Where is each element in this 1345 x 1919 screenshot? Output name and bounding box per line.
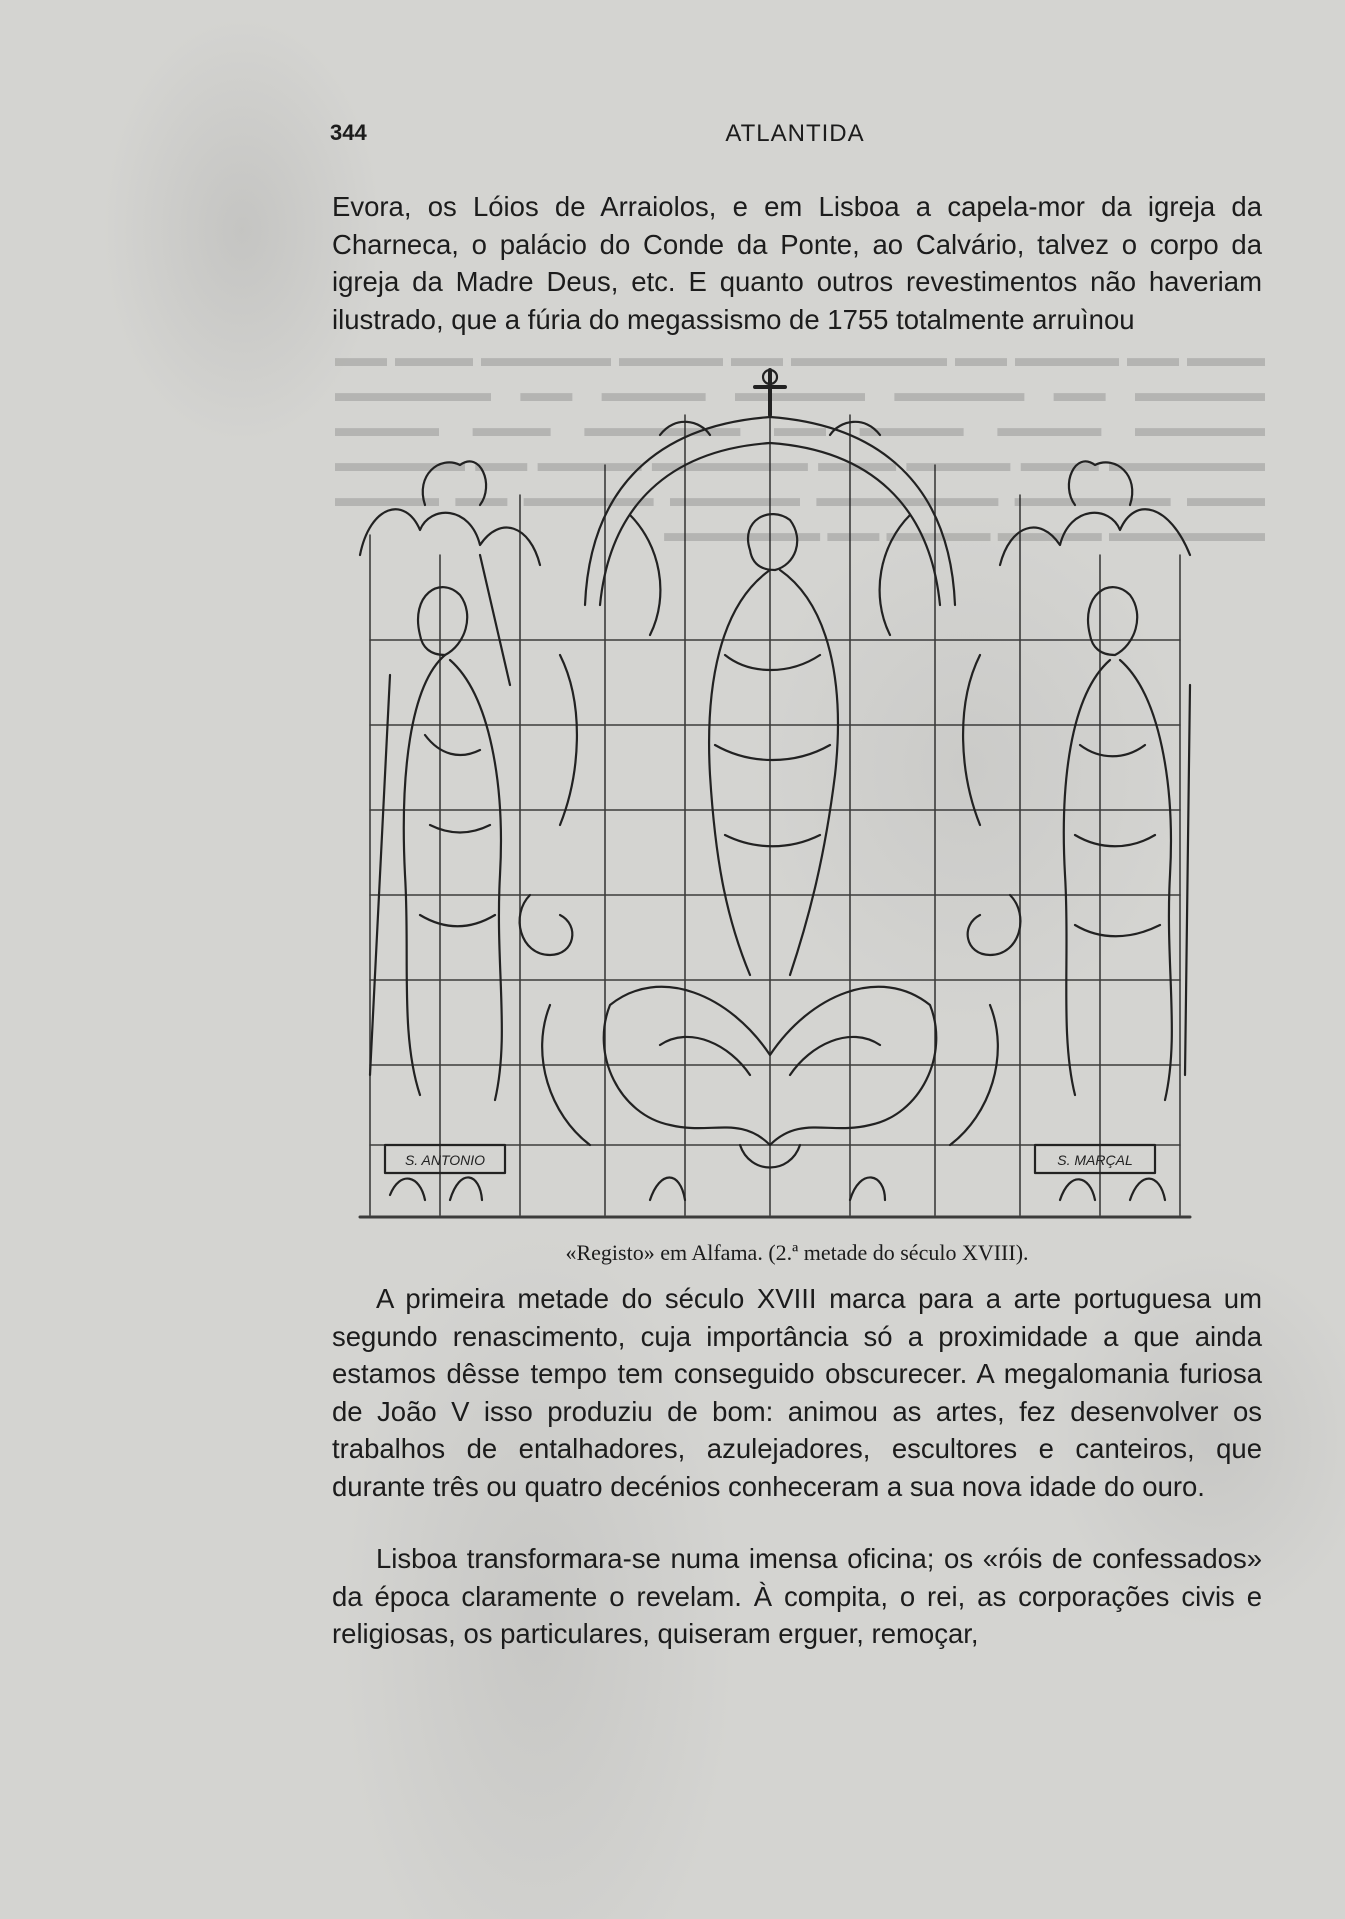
paragraph-b-text: Lisboa transformara-se numa imensa oficina; os «róis de confessados» da época claramente o revelam. À compita, o rei, as corporações civis e religiosas, os particulares, quiseram erguer, remoçar, [332, 1543, 1262, 1649]
page-number: 344 [330, 120, 367, 145]
figure-caption: «Registo» em Alfama. (2.ª metade do século XVIII). [565, 1240, 1029, 1265]
paragraph-top [332, 188, 1262, 338]
inscription-left: S. ANTONIO [404, 1152, 486, 1168]
show-through-text: ▬▬▬ ▬▬ ▬▬▬▬ ▬▬ ▬▬▬▬▬▬ ▬▬ ▬▬▬▬ ▬▬▬▬▬ ▬▬▬ ▬▬ ▬▬▬▬▬ ▬▬ ▬▬▬▬▬ ▬▬▬▬▬ ▬▬▬▬ ▬▬ ▬▬▬▬▬▬ ▬▬▬▬▬ ▬▬▬▬ ▬▬▬▬ ▬▬ ▬▬▬▬▬▬ ▬▬▬ ▬▬▬▬ ▬▬▬▬▬▬ ▬▬▬ ▬▬▬▬ ▬▬▬ ▬▬▬▬▬▬ ▬▬▬▬ ▬▬ ▬▬▬▬▬ ▬▬▬ ▬▬▬▬▬▬ ▬▬▬▬▬▬▬ ▬▬▬▬▬ ▬▬▬▬▬ ▬▬ ▬▬▬▬ ▬▬▬▬▬▬ ▬▬▬▬ ▬▬▬▬ ▬▬ ▬▬▬▬▬▬ [335, 342, 1265, 547]
paragraph-top-text: Evora, os Lóios de Arraiolos, e em Lisboa a capela-mor da igreja da Charneca, o palácio do Conde da Ponte, ao Calvário, talvez o corpo da igreja da Madre Deus, etc. E quanto outros revestimentos não haveriam ilustrado, que a fúria do megassismo de 1755 totalmente arruìnou [332, 191, 1262, 335]
running-header [330, 120, 1260, 154]
azulejo-registo-illustration [330, 355, 1230, 1230]
paragraph-a [332, 1280, 1262, 1505]
paragraph-a-text: A primeira metade do século XVIII marca para a arte portuguesa um segundo renascimento, cuja importância só a proximidade a que ainda estamos dêsse tempo tem conseguido obscurecer. A megalomania furiosa de João V isso produziu de bom: animou as artes, fez desenvolver os trabalhos de entalhadores, azulejadores, escultores e canteiros, que durante três ou quatro decénios conheceram a sua nova idade do ouro. [332, 1283, 1262, 1502]
inscription-right: S. MARÇAL [1057, 1152, 1133, 1168]
running-title: ATLANTIDA [725, 120, 865, 147]
paragraph-b [332, 1540, 1262, 1653]
